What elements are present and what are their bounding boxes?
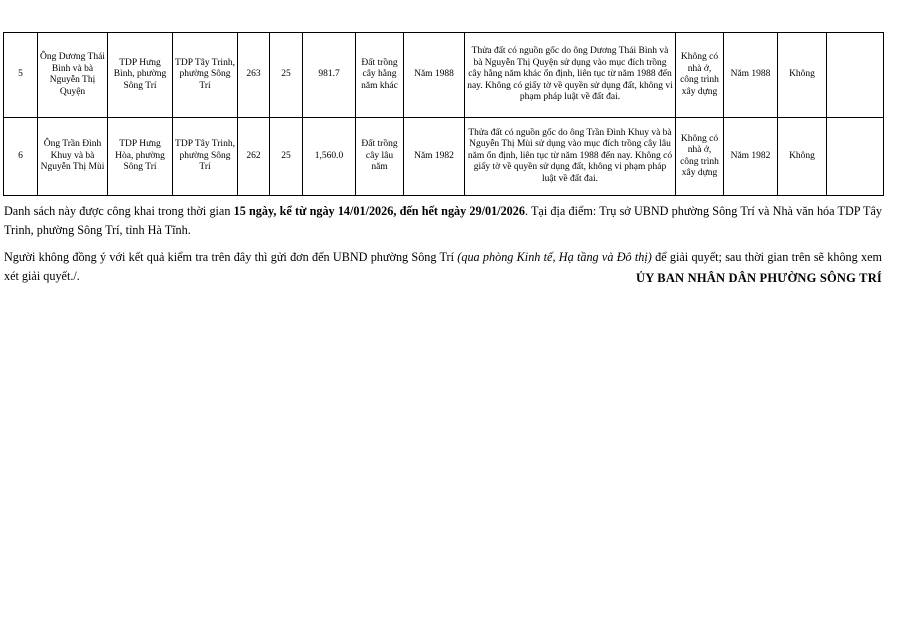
cell-housing-status: Không có nhà ở, công trình xây dựng [676, 33, 724, 118]
cell-stt: 5 [4, 33, 38, 118]
notice-text: Danh sách này được công khai trong thời gian [4, 204, 234, 218]
table-row [4, 118, 884, 196]
cell-area: 1,560.0 [303, 118, 356, 196]
cell-land-location: TDP Tây Trinh, phường Sông Trí [173, 118, 238, 196]
cell-origin-description: Thửa đất có nguồn gốc do ông Trần Đình Khuy và bà Nguyễn Thị Mùi sử dụng vào mục đích trồng cây lâu năm ổn định, liên tục từ năm 1988 đến nay. Không có giấy tờ về quyền sử dụng đất, không vi phạm pháp luật về đất đai. [465, 118, 676, 196]
cell-use-start-year: Năm 1988 [404, 33, 465, 118]
cell-dispute-status: Không [778, 118, 827, 196]
complaint-text: Người không đồng ý với kết quả kiểm tra trên đây thì gửi đơn đến UBND phường Sông Trí [4, 250, 458, 264]
cell-parcel-number: 262 [238, 118, 270, 196]
cell-note [827, 118, 884, 196]
cell-housing-year: Năm 1982 [724, 118, 778, 196]
cell-land-type: Đất trồng cây hằng năm khác [356, 33, 404, 118]
cell-map-sheet: 25 [270, 33, 303, 118]
cell-housing-status: Không có nhà ở, công trình xây dựng [676, 118, 724, 196]
cell-parcel-number: 263 [238, 33, 270, 118]
complaint-office-italic: (qua phòng Kinh tế, Hạ tầng và Đô thị) [457, 250, 652, 264]
notice-duration-bold: 15 ngày, kể từ ngày 14/01/2026, đến hết ngày 29/01/2026 [233, 204, 525, 218]
notice-location-text: . Tại địa điểm: Trụ sở UBND phường Sông Trí và Nhà văn hóa TDP Tây Trinh, phường Sông Trí, tỉnh Hà Tĩnh. [4, 204, 882, 237]
public-notice-paragraph [4, 202, 882, 239]
cell-area: 981.7 [303, 33, 356, 118]
cell-owner-name: Ông Dương Thái Bình và bà Nguyễn Thị Quyện [38, 33, 108, 118]
cell-stt: 6 [4, 118, 38, 196]
cell-residence: TDP Hưng Hòa, phường Sông Trí [108, 118, 173, 196]
cell-housing-year: Năm 1988 [724, 33, 778, 118]
cell-residence: TDP Hưng Bình, phường Sông Trí [108, 33, 173, 118]
cell-origin-description: Thửa đất có nguồn gốc do ông Dương Thái Bình và bà Nguyễn Thị Quyện sử dụng vào mục đích trồng cây hằng năm khác ổn định, liên tục từ năm 1988 đến nay. Không có giấy tờ về quyền sử dụng đất, không vi phạm pháp luật về đất đai. [465, 33, 676, 118]
cell-use-start-year: Năm 1982 [404, 118, 465, 196]
cell-land-type: Đất trồng cây lâu năm [356, 118, 404, 196]
cell-dispute-status: Không [778, 33, 827, 118]
land-parcel-table [3, 32, 884, 196]
table-row [4, 33, 884, 118]
cell-land-location: TDP Tây Trinh, phường Sông Trí [173, 33, 238, 118]
cell-map-sheet: 25 [270, 118, 303, 196]
cell-owner-name: Ông Trần Đình Khuy và bà Nguyễn Thị Mùi [38, 118, 108, 196]
issuing-authority-signature: ỦY BAN NHÂN DÂN PHƯỜNG SÔNG TRÍ [635, 271, 882, 285]
complaint-deadline-text: để giải quyết; sau thời gian trên sẽ không xem xét giải quyết./. [4, 250, 882, 283]
cell-note [827, 33, 884, 118]
